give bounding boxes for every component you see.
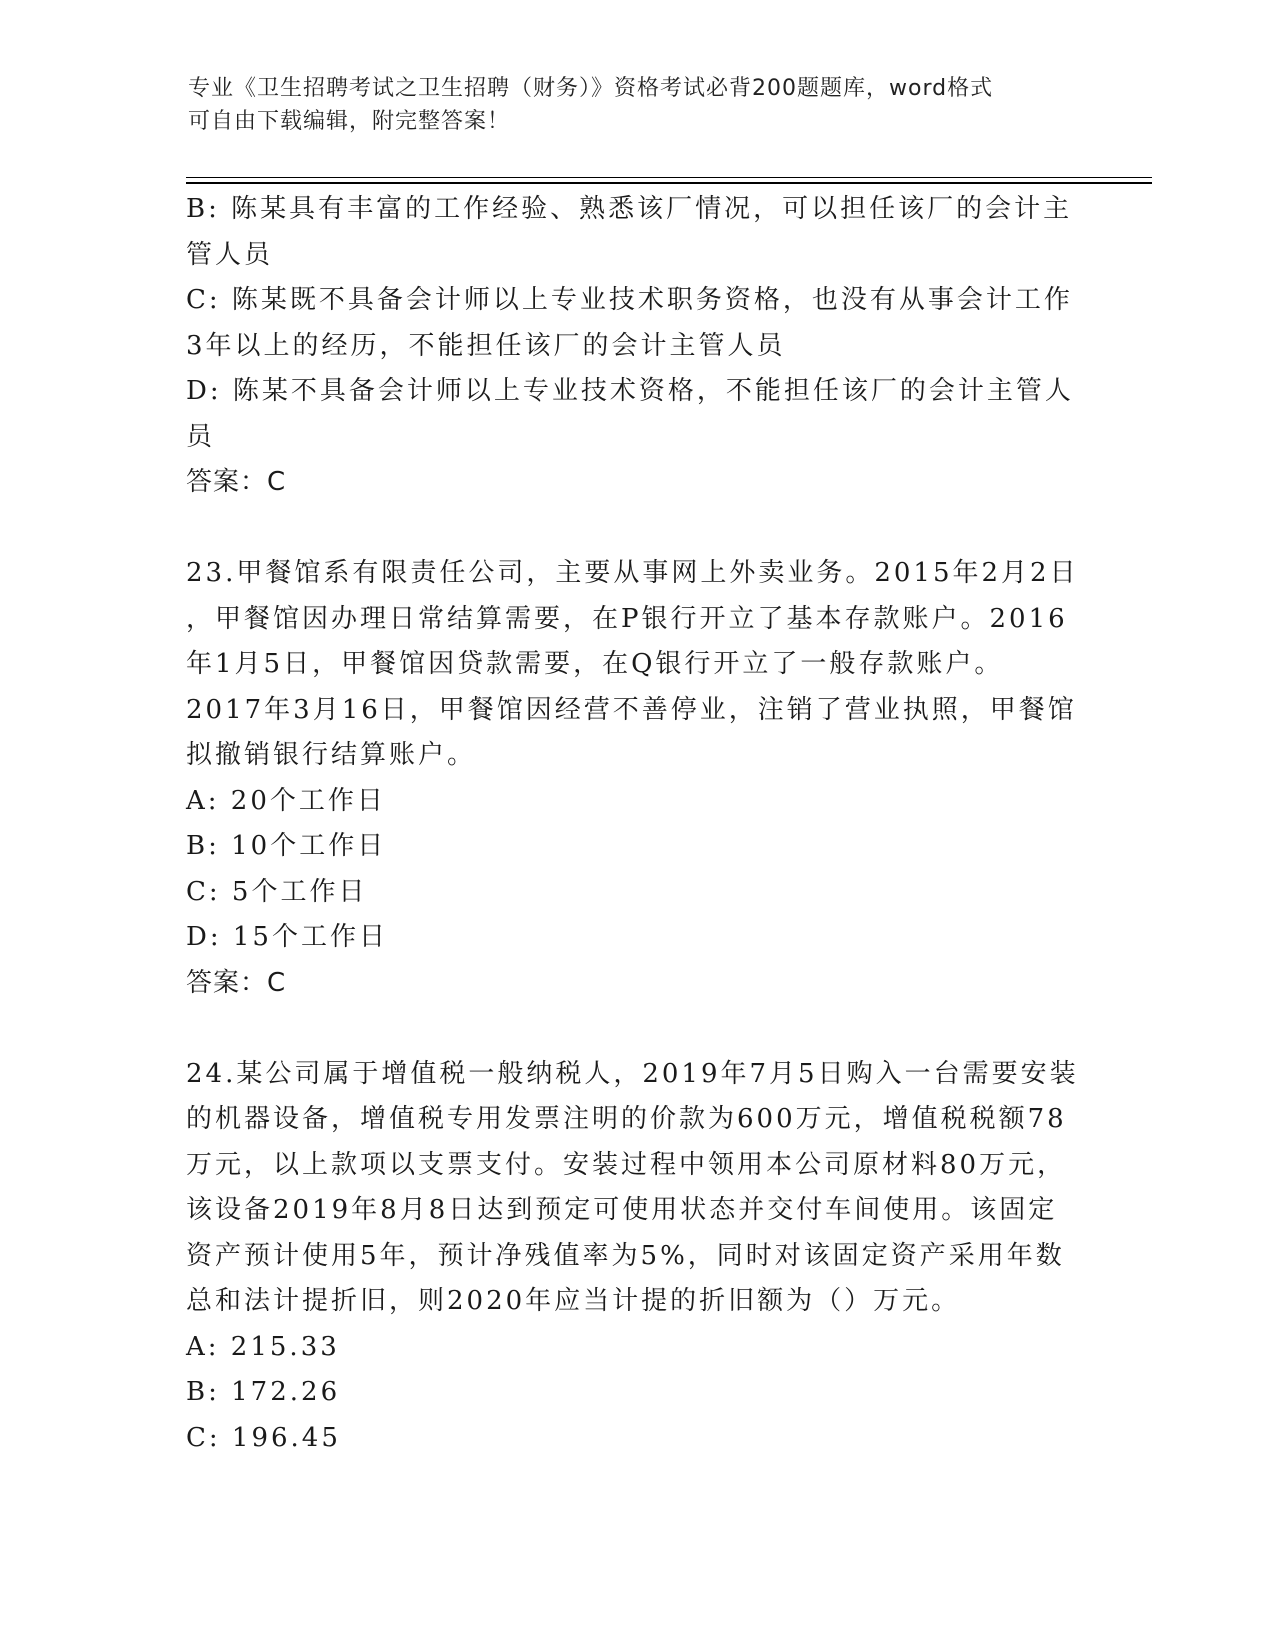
- option-c: C: 5个工作日: [186, 876, 368, 907]
- option-b-line-1: B: 陈某具有丰富的工作经验、熟悉该厂情况，可以担任该厂的会计主: [186, 194, 1073, 224]
- option-b: B: 172.26: [186, 1377, 341, 1407]
- page-header: [188, 72, 1068, 138]
- question-23: [186, 551, 1079, 1006]
- option-c: C: 196.45: [186, 1422, 341, 1453]
- question-stem-line: 拟撤销银行结算账户。: [186, 740, 477, 770]
- option-c-line-2: 3年以上的经历，不能担任该厂的会计主管人员: [186, 330, 786, 361]
- question-stem-line: ，甲餐馆因办理日常结算需要，在P银行开立了基本存款账户。2016: [186, 603, 1068, 634]
- option-b: B: 10个工作日: [186, 831, 387, 861]
- question-stem-line: 2017年3月16日，甲餐馆因经营不善停业，注销了营业执照，甲餐馆: [186, 694, 1077, 725]
- question-stem-line: 万元，以上款项以支票支付。安装过程中领用本公司原材料80万元，: [186, 1149, 1067, 1180]
- answer-23: 答案：C: [186, 967, 287, 998]
- answer-22: 答案：C: [186, 467, 287, 497]
- question-stem-line: 的机器设备，增值税专用发票注明的价款为600万元，增值税税额78: [186, 1104, 1067, 1134]
- spacer: [186, 1006, 1076, 1052]
- spacer: [186, 506, 1076, 552]
- header-line-1: 专业《卫生招聘考试之卫生招聘（财务）》资格考试必背200题题库，word格式: [188, 76, 994, 101]
- question-stem-line: 24.某公司属于增值税一般纳税人，2019年7月5日购入一台需要安装: [186, 1058, 1079, 1089]
- option-b-line-2: 管人员: [186, 239, 274, 270]
- question-stem-line: 该设备2019年8月8日达到预定可使用状态并交付车间使用。该固定: [186, 1195, 1058, 1225]
- question-24: [186, 1052, 1079, 1462]
- header-divider: [186, 177, 1152, 184]
- option-c-line-1: C: 陈某既不具备会计师以上专业技术职务资格，也没有从事会计工作: [186, 285, 1073, 315]
- document-body: [186, 187, 1079, 1461]
- question-22-tail: [186, 187, 1076, 506]
- option-a: A: 215.33: [186, 1331, 340, 1362]
- option-d: D: 15个工作日: [186, 922, 388, 952]
- question-stem-line: 总和法计提折旧，则2020年应当计提的折旧额为（）万元。: [186, 1286, 961, 1316]
- option-d-line-1: D: 陈某不具备会计师以上专业技术资格，不能担任该厂的会计主管人: [186, 376, 1074, 406]
- question-stem-line: 年1月5日，甲餐馆因贷款需要，在Q银行开立了一般存款账户。: [186, 649, 1004, 679]
- option-a: A: 20个工作日: [186, 785, 386, 816]
- option-d-line-2: 员: [186, 421, 216, 452]
- header-line-2: 可自由下载编辑，附完整答案！: [188, 109, 511, 134]
- question-stem-line: 资产预计使用5年，预计净残值率为5%，同时对该固定资产采用年数: [186, 1240, 1065, 1271]
- question-stem-line: 23.甲餐馆系有限责任公司，主要从事网上外卖业务。2015年2月2日: [186, 558, 1079, 588]
